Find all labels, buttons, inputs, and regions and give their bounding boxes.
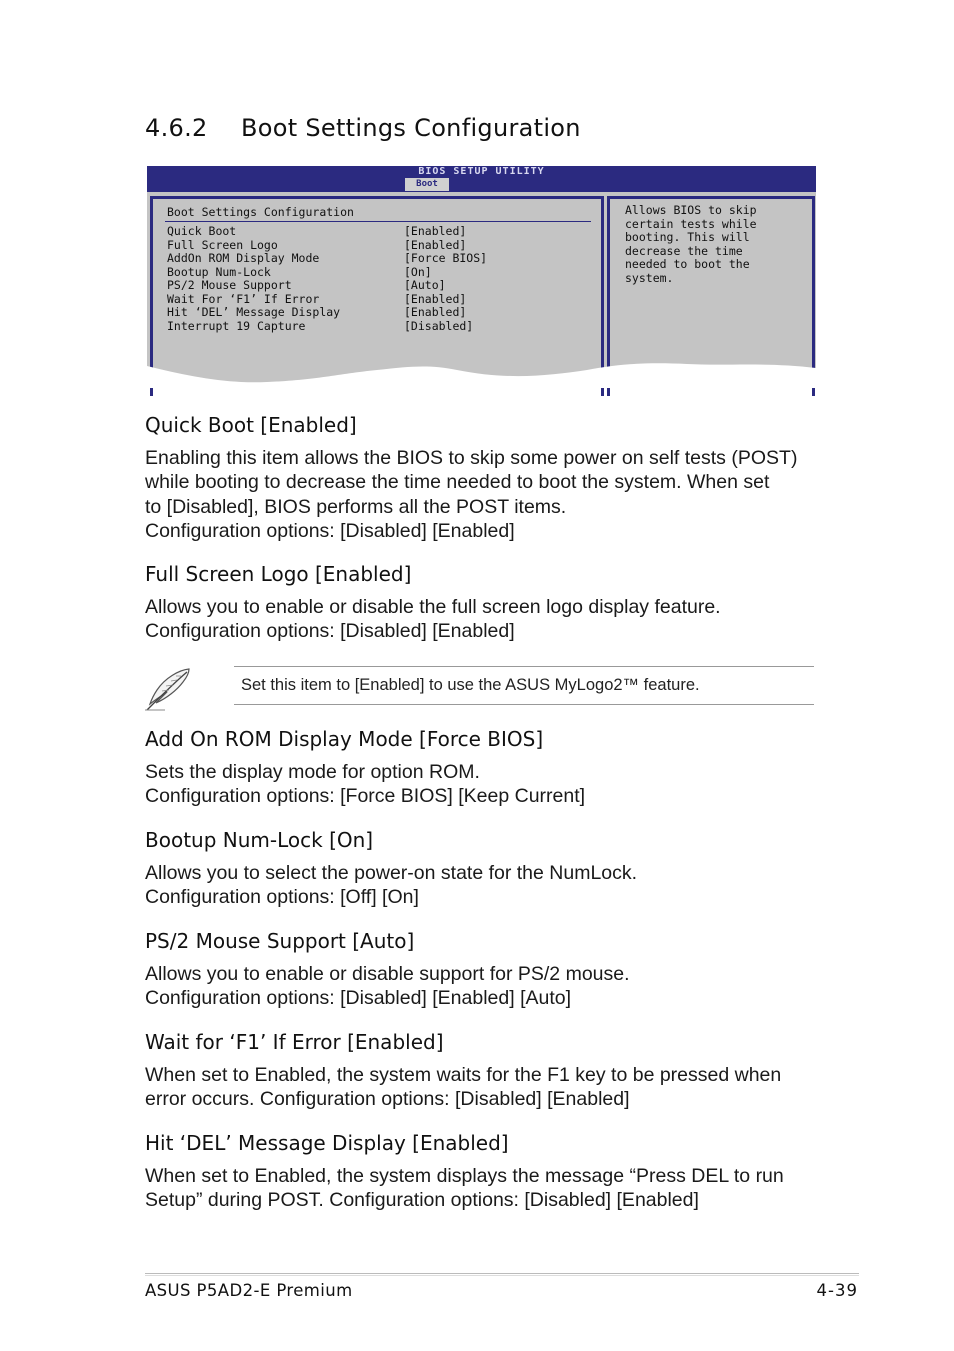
footer-page-number: 4-39 — [816, 1281, 858, 1300]
heading-full-screen-logo: Full Screen Logo [Enabled] — [145, 562, 412, 586]
bios-screenshot — [147, 166, 816, 388]
torn-edge — [147, 340, 816, 388]
bios-help-line: system. — [625, 270, 674, 285]
paragraph-full-screen-logo — [145, 595, 825, 644]
bios-item-value: [Disabled] — [404, 318, 474, 333]
bios-item-value: [Force BIOS] — [404, 251, 488, 265]
bios-panel-title: Boot Settings Configuration — [167, 205, 354, 219]
text-line: Configuration options: [Disabled] [Enabled] — [145, 519, 515, 542]
paragraph-ps2-mouse-support — [145, 962, 825, 1011]
text-line: Configuration options: [Off] [On] — [145, 886, 419, 909]
bios-item-name: Quick Boot — [167, 224, 237, 238]
heading-addon-rom-display-mode: Add On ROM Display Mode [Force BIOS] — [145, 727, 544, 751]
text-line: Configuration options: [Force BIOS] [Keep Current] — [145, 785, 586, 808]
text-line: to [Disabled], BIOS performs all the POST items. — [145, 495, 567, 518]
text-line: Allows you to enable or disable support for PS/2 mouse. — [145, 963, 630, 985]
bios-tab-boot[interactable]: Boot — [405, 178, 449, 191]
section-title — [145, 114, 581, 142]
bios-item-name: Wait For ‘F1’ If Error — [167, 291, 320, 306]
bios-help-line: booting. This will — [625, 230, 750, 245]
bios-item-bootup-num-lock[interactable] — [167, 266, 587, 280]
text-line: Allows you to select the power-on state for the NumLock. — [145, 862, 638, 884]
text-line: Enabling this item allows the BIOS to skip some power on self tests (POST) — [145, 447, 798, 469]
note-top-rule — [234, 666, 814, 667]
paragraph-bootup-num-lock — [145, 861, 825, 910]
heading-quick-boot: Quick Boot [Enabled] — [145, 413, 357, 437]
bios-item-name: Full Screen Logo — [167, 237, 278, 252]
bios-item-name: Bootup Num-Lock — [167, 264, 271, 279]
bios-item-interrupt-19-capture[interactable] — [167, 320, 587, 334]
note-bottom-rule — [234, 704, 814, 705]
footer-product-name: ASUS P5AD2-E Premium — [145, 1281, 353, 1300]
text-line: Allows you to enable or disable the full screen logo display feature. — [145, 596, 721, 618]
bios-item-name: AddOn ROM Display Mode — [167, 251, 320, 265]
paragraph-hit-del-message-display — [145, 1164, 825, 1213]
bios-item-name: PS/2 Mouse Support — [167, 278, 292, 292]
section-title-text: Boot Settings Configuration — [241, 114, 581, 142]
bios-help-line: Allows BIOS to skip — [625, 203, 757, 217]
text-line: Sets the display mode for option ROM. — [145, 761, 480, 783]
bios-header — [147, 166, 816, 192]
bios-item-name: Interrupt 19 Capture — [167, 318, 306, 333]
paragraph-quick-boot — [145, 446, 825, 543]
feather-pen-icon — [143, 666, 193, 712]
bios-help-line: decrease the time — [625, 243, 743, 258]
text-line: Configuration options: [Disabled] [Enabled] [Auto] — [145, 987, 572, 1010]
paragraph-addon-rom-display-mode — [145, 760, 825, 809]
text-line: Configuration options: [Disabled] [Enabled] — [145, 620, 515, 643]
bios-help-text — [625, 204, 805, 286]
heading-hit-del-message-display: Hit ‘DEL’ Message Display [Enabled] — [145, 1131, 509, 1155]
heading-bootup-num-lock: Bootup Num-Lock [On] — [145, 828, 374, 852]
bios-item-quick-boot[interactable] — [167, 225, 587, 239]
bios-item-value: [Enabled] — [404, 237, 467, 252]
bios-item-full-screen-logo[interactable] — [167, 239, 587, 253]
bios-help-line: certain tests while — [625, 216, 757, 231]
text-line: When set to Enabled, the system displays the message “Press DEL to run — [145, 1165, 784, 1187]
text-line: error occurs. Configuration options: [Disabled] [Enabled] — [145, 1088, 630, 1111]
footer-rule — [145, 1273, 859, 1276]
bios-item-value: [On] — [404, 264, 432, 279]
bios-item-value: [Enabled] — [404, 224, 467, 238]
bios-item-value: [Enabled] — [404, 305, 467, 319]
bios-item-hit-del-message[interactable] — [167, 306, 587, 320]
heading-wait-for-f1: Wait for ‘F1’ If Error [Enabled] — [145, 1030, 444, 1054]
section-number: 4.6.2 — [145, 114, 208, 142]
text-line: while booting to decrease the time needed to boot the system. When set — [145, 471, 770, 494]
bios-item-ps2-mouse-support[interactable] — [167, 279, 587, 293]
heading-ps2-mouse-support: PS/2 Mouse Support [Auto] — [145, 929, 415, 953]
text-line: When set to Enabled, the system waits for the F1 key to be pressed when — [145, 1064, 782, 1086]
bios-item-list — [167, 225, 587, 333]
bios-divider — [165, 221, 591, 222]
paragraph-wait-for-f1 — [145, 1063, 825, 1112]
bios-item-addon-rom-display-mode[interactable] — [167, 252, 587, 266]
text-line: Setup” during POST. Configuration options: [Disabled] [Enabled] — [145, 1189, 699, 1212]
bios-item-name: Hit ‘DEL’ Message Display — [167, 305, 341, 319]
bios-help-line: needed to boot the — [625, 257, 750, 272]
bios-item-wait-for-f1[interactable] — [167, 293, 587, 307]
note-text: Set this item to [Enabled] to use the ASUS MyLogo2™ feature. — [241, 676, 700, 694]
bios-item-value: [Enabled] — [404, 291, 467, 306]
bios-utility-title: BIOS SETUP UTILITY — [418, 166, 545, 177]
bios-item-value: [Auto] — [404, 278, 446, 292]
